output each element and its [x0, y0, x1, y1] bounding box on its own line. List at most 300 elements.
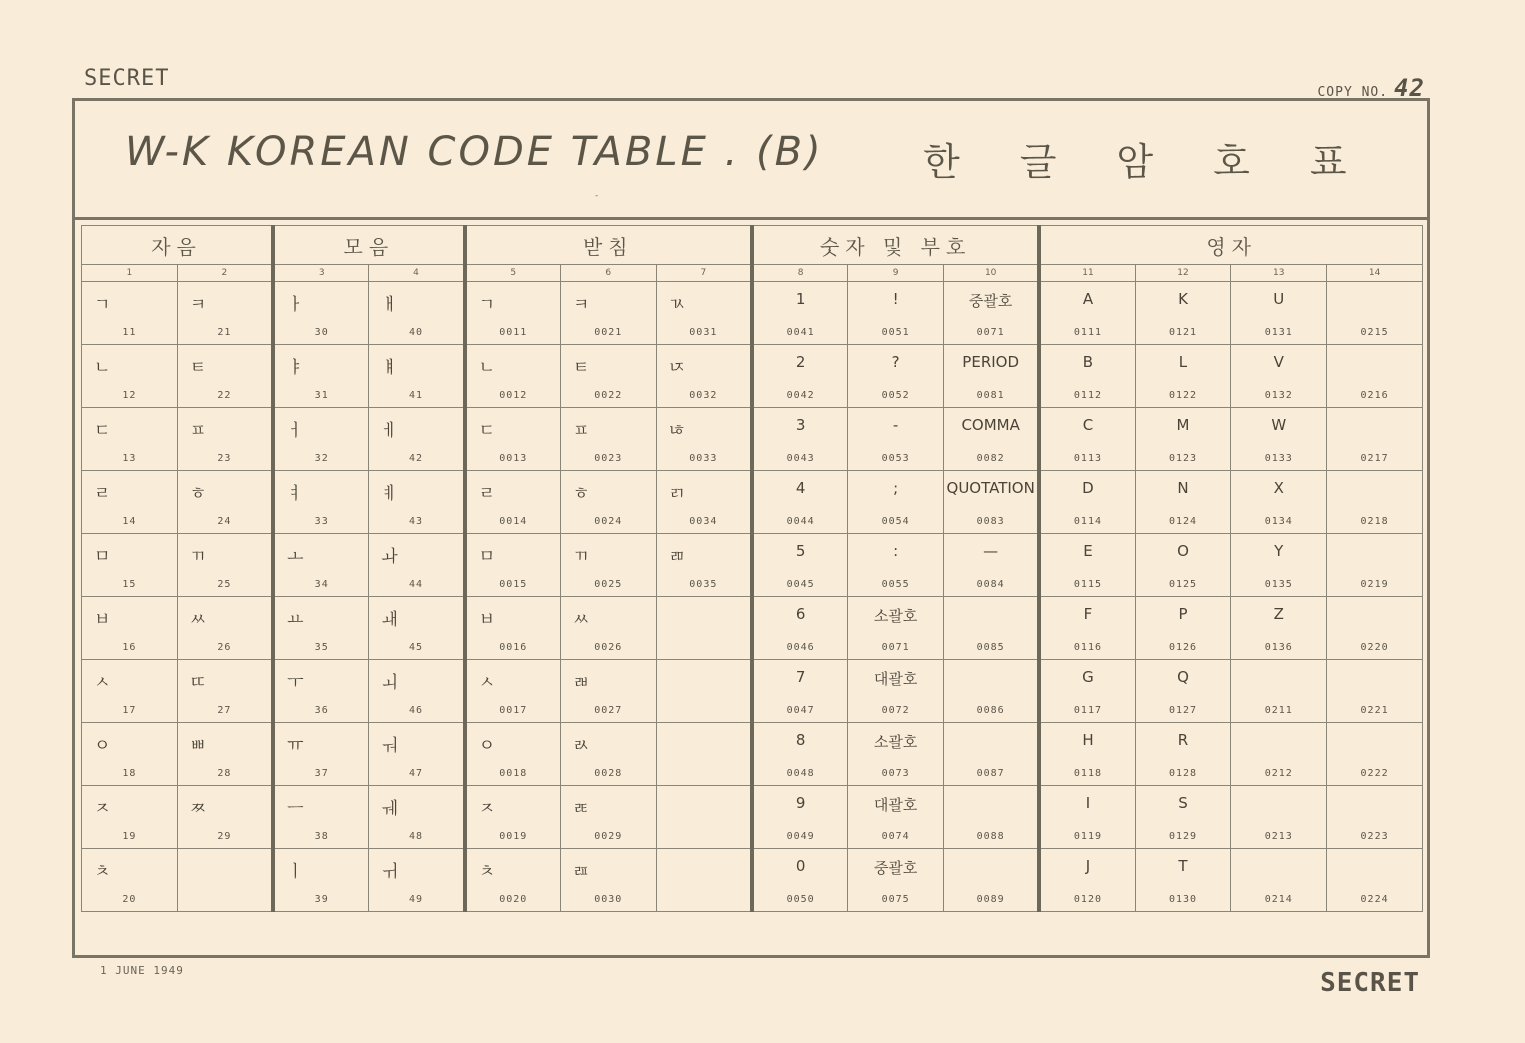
- code-cell: [752, 345, 848, 408]
- cell-symbol: QUOTATION: [946, 479, 1035, 497]
- cell-code: 14: [122, 516, 137, 527]
- cell-code: 0132: [1264, 390, 1293, 401]
- cell-symbol: ㅇ: [478, 736, 496, 756]
- code-cell: [944, 534, 1040, 597]
- cell-code: 22: [217, 390, 232, 401]
- code-cell: [82, 660, 178, 723]
- code-cell: [1135, 534, 1231, 597]
- code-cell: [656, 786, 752, 849]
- code-cell: [560, 534, 656, 597]
- cell-symbol: B: [1082, 353, 1094, 371]
- cell-symbol: ㅃ: [189, 736, 207, 756]
- code-cell: [1231, 282, 1327, 345]
- cell-symbol: ㄴ: [478, 358, 496, 378]
- cell-code: 31: [314, 390, 329, 401]
- cell-symbol: ㅈ: [478, 799, 496, 819]
- cell-symbol: P: [1178, 605, 1188, 623]
- cell-code: 28: [217, 768, 232, 779]
- cell-code: 0075: [881, 894, 910, 905]
- cell-code: 25: [217, 579, 232, 590]
- cell-symbol: N: [1177, 479, 1189, 497]
- cell-symbol: G: [1082, 668, 1094, 686]
- cell-code: 0113: [1073, 453, 1102, 464]
- cell-code: 20: [122, 894, 137, 905]
- code-table-sheet: [72, 98, 1430, 958]
- code-cell: [1135, 723, 1231, 786]
- cell-symbol: 소괄호: [873, 733, 918, 751]
- cell-symbol: Q: [1177, 668, 1189, 686]
- cell-code: 0081: [976, 390, 1005, 401]
- cell-symbol: ㅛ: [287, 610, 304, 630]
- code-cell: [752, 534, 848, 597]
- cell-symbol: J: [1085, 857, 1091, 875]
- cell-code: 0119: [1073, 831, 1102, 842]
- code-cell: [369, 597, 465, 660]
- code-table-body: [82, 282, 1423, 912]
- cell-code: 0028: [594, 768, 623, 779]
- cell-code: 0082: [976, 453, 1005, 464]
- code-cell: [82, 597, 178, 660]
- code-cell: [560, 786, 656, 849]
- code-cell: [944, 471, 1040, 534]
- cell-code: 0029: [594, 831, 623, 842]
- cell-code: 0034: [689, 516, 718, 527]
- cell-code: 0022: [594, 390, 623, 401]
- code-cell: [177, 471, 273, 534]
- code-cell: [273, 849, 369, 912]
- cell-symbol: 9: [795, 794, 806, 812]
- cell-symbol: ㄸ: [189, 673, 207, 693]
- code-cell: [465, 408, 561, 471]
- cell-symbol: ㅐ: [381, 295, 398, 315]
- code-cell: [1039, 408, 1135, 471]
- group-header: 숫자 및 부호: [752, 226, 1039, 265]
- cell-code: 0014: [499, 516, 528, 527]
- cell-symbol: M: [1176, 416, 1190, 434]
- column-number: 10: [944, 265, 1040, 282]
- cell-code: 23: [217, 453, 232, 464]
- code-cell: [465, 660, 561, 723]
- code-cell: [1327, 849, 1423, 912]
- cell-symbol: ㅋ: [189, 295, 207, 315]
- code-cell: [752, 597, 848, 660]
- code-cell: [848, 534, 944, 597]
- code-cell: [560, 723, 656, 786]
- cell-symbol: ㄼ: [572, 673, 590, 693]
- cell-symbol: 중괄호: [968, 292, 1013, 310]
- cell-code: 30: [314, 327, 329, 338]
- cell-code: 0053: [881, 453, 910, 464]
- cell-symbol: ㅁ: [478, 547, 496, 567]
- cell-symbol: I: [1085, 794, 1091, 812]
- code-cell: [273, 723, 369, 786]
- code-cell: [465, 282, 561, 345]
- code-cell: [369, 345, 465, 408]
- code-cell: [944, 597, 1040, 660]
- cell-symbol: ?: [891, 353, 900, 371]
- code-cell: [752, 408, 848, 471]
- cell-symbol: :: [893, 542, 899, 560]
- column-number: 14: [1327, 265, 1423, 282]
- code-cell: [1327, 345, 1423, 408]
- cell-symbol: ㄹ: [94, 484, 111, 504]
- code-cell: [82, 786, 178, 849]
- code-cell: [177, 282, 273, 345]
- code-cell: [944, 408, 1040, 471]
- code-cell: [1135, 408, 1231, 471]
- cell-code: 19: [122, 831, 137, 842]
- code-cell: [752, 849, 848, 912]
- cell-code: 11: [122, 327, 137, 338]
- cell-code: 0123: [1168, 453, 1198, 464]
- cell-symbol: 대괄호: [873, 796, 918, 814]
- code-cell: [944, 282, 1040, 345]
- code-cell: [177, 849, 273, 912]
- cell-symbol: ㅡ: [287, 799, 304, 819]
- cell-symbol: ㄿ: [572, 862, 590, 882]
- code-cell: [1231, 660, 1327, 723]
- cell-code: 0134: [1264, 516, 1293, 527]
- code-cell: [1327, 597, 1423, 660]
- cell-symbol: 소괄호: [873, 607, 918, 625]
- code-cell: [560, 345, 656, 408]
- table-row: [82, 471, 1423, 534]
- cell-code: 0224: [1360, 894, 1389, 905]
- cell-symbol: ㅖ: [381, 484, 398, 504]
- table-row: [82, 345, 1423, 408]
- code-cell: [656, 597, 752, 660]
- cell-code: 0088: [976, 831, 1005, 842]
- code-cell: [1231, 786, 1327, 849]
- cell-symbol: —: [983, 542, 999, 560]
- code-cell: [273, 282, 369, 345]
- code-cell: [1039, 849, 1135, 912]
- cell-symbol: ㄷ: [478, 421, 496, 441]
- cell-code: 0024: [594, 516, 623, 527]
- cell-symbol: ㅕ: [287, 484, 304, 504]
- cell-symbol: ㄵ: [668, 358, 686, 378]
- code-cell: [177, 534, 273, 597]
- cell-code: 17: [122, 705, 137, 716]
- group-header: 영자: [1039, 226, 1422, 265]
- cell-code: 0042: [786, 390, 815, 401]
- cell-symbol: 중괄호: [873, 859, 918, 877]
- code-cell: [752, 471, 848, 534]
- cell-code: 0115: [1073, 579, 1102, 590]
- cell-symbol: ㅍ: [572, 421, 590, 441]
- code-cell: [560, 849, 656, 912]
- group-header: 자음: [82, 226, 274, 265]
- cell-symbol: K: [1178, 290, 1188, 308]
- code-cell: [1039, 660, 1135, 723]
- cell-code: 0074: [881, 831, 910, 842]
- cell-code: 0086: [976, 705, 1005, 716]
- code-cell: [656, 471, 752, 534]
- cell-symbol: ㅌ: [572, 358, 590, 378]
- column-number: 11: [1039, 265, 1135, 282]
- code-cell: [369, 282, 465, 345]
- code-cell: [848, 786, 944, 849]
- cell-code: 0223: [1360, 831, 1389, 842]
- cell-code: 0111: [1073, 327, 1102, 338]
- code-cell: [177, 786, 273, 849]
- cell-symbol: ㅇ: [94, 736, 111, 756]
- cell-symbol: 2: [795, 353, 806, 371]
- code-cell: [656, 723, 752, 786]
- code-cell: [1231, 849, 1327, 912]
- cell-symbol: 6: [795, 605, 806, 623]
- cell-symbol: 7: [795, 668, 806, 686]
- cell-code: 44: [408, 579, 423, 590]
- cell-symbol: ㅈ: [94, 799, 111, 819]
- cell-symbol: ㅎ: [572, 484, 590, 504]
- cell-code: 0121: [1168, 327, 1198, 338]
- cell-code: 39: [314, 894, 329, 905]
- code-cell: [1135, 345, 1231, 408]
- cell-code: 0030: [594, 894, 623, 905]
- title-korean: 한글암호표: [923, 140, 1407, 184]
- column-number: 12: [1135, 265, 1231, 282]
- cell-symbol: ㅠ: [287, 736, 304, 756]
- cell-code: 0031: [689, 327, 718, 338]
- cell-symbol: 4: [795, 479, 806, 497]
- cell-code: 0025: [594, 579, 623, 590]
- code-cell: [1135, 282, 1231, 345]
- code-cell: [656, 345, 752, 408]
- code-cell: [465, 345, 561, 408]
- code-cell: [273, 786, 369, 849]
- code-cell: [1135, 786, 1231, 849]
- code-cell: [752, 660, 848, 723]
- cell-code: 0112: [1073, 390, 1102, 401]
- cell-code: 0084: [976, 579, 1005, 590]
- cell-symbol: COMMA: [961, 416, 1020, 434]
- cell-symbol: ㄶ: [668, 421, 686, 441]
- cell-code: 0051: [881, 327, 910, 338]
- cell-code: 0114: [1073, 516, 1102, 527]
- cell-symbol: W: [1271, 416, 1287, 434]
- cell-symbol: 1: [795, 290, 806, 308]
- code-cell: [1327, 786, 1423, 849]
- code-cell: [465, 534, 561, 597]
- cell-symbol: ㅒ: [381, 358, 398, 378]
- bottom-classification-marking: SECRET: [1320, 968, 1420, 998]
- cell-symbol: -: [892, 416, 899, 434]
- cell-symbol: T: [1178, 857, 1188, 875]
- column-number: 4: [369, 265, 465, 282]
- code-cell: [1039, 597, 1135, 660]
- code-cell: [465, 597, 561, 660]
- code-cell: [82, 723, 178, 786]
- code-cell: [944, 786, 1040, 849]
- cell-symbol: ㅟ: [381, 862, 398, 882]
- code-cell: [177, 597, 273, 660]
- table-row: [82, 723, 1423, 786]
- cell-code: 21: [217, 327, 232, 338]
- cell-code: 37: [314, 768, 329, 779]
- code-cell: [1327, 471, 1423, 534]
- code-cell: [82, 345, 178, 408]
- cell-symbol: ㅙ: [381, 610, 398, 630]
- code-cell: [944, 660, 1040, 723]
- cell-symbol: ㅅ: [94, 673, 111, 693]
- cell-code: 0052: [881, 390, 910, 401]
- code-cell: [82, 534, 178, 597]
- cell-code: 0049: [786, 831, 815, 842]
- cell-code: 0220: [1360, 642, 1389, 653]
- cell-code: 0213: [1264, 831, 1293, 842]
- cell-code: 43: [408, 516, 423, 527]
- cell-code: 0211: [1264, 705, 1293, 716]
- code-cell: [560, 471, 656, 534]
- column-number: 8: [752, 265, 848, 282]
- code-cell: [848, 345, 944, 408]
- cell-symbol: ㅁ: [94, 547, 111, 567]
- code-cell: [1231, 723, 1327, 786]
- cell-code: 0032: [689, 390, 718, 401]
- cell-symbol: ㄾ: [572, 799, 590, 819]
- cell-symbol: ㅚ: [381, 673, 398, 693]
- cell-code: 46: [408, 705, 423, 716]
- cell-code: 0043: [786, 453, 815, 464]
- group-header: 받침: [465, 226, 752, 265]
- code-cell: [1327, 282, 1423, 345]
- column-number: 13: [1231, 265, 1327, 282]
- code-cell: [848, 849, 944, 912]
- code-cell: [465, 723, 561, 786]
- cell-code: 0050: [786, 894, 815, 905]
- code-cell: [1039, 345, 1135, 408]
- cell-symbol: S: [1178, 794, 1188, 812]
- cell-code: 0135: [1264, 579, 1293, 590]
- code-cell: [369, 408, 465, 471]
- code-cell: [273, 597, 369, 660]
- cell-code: 49: [408, 894, 423, 905]
- code-cell: [82, 282, 178, 345]
- cell-code: 0126: [1168, 642, 1198, 653]
- table-row: [82, 660, 1423, 723]
- cell-code: 0083: [976, 516, 1005, 527]
- cell-code: 27: [217, 705, 232, 716]
- column-number: 5: [465, 265, 561, 282]
- cell-symbol: ㄲ: [189, 547, 207, 567]
- cell-symbol: ㅏ: [287, 295, 304, 315]
- cell-code: 38: [314, 831, 329, 842]
- cell-code: 0130: [1168, 894, 1198, 905]
- cell-symbol: F: [1083, 605, 1093, 623]
- table-row: [82, 408, 1423, 471]
- top-classification-marking: SECRET: [84, 66, 170, 91]
- code-cell: [177, 408, 273, 471]
- cell-code: 0017: [499, 705, 528, 716]
- cell-symbol: E: [1083, 542, 1093, 560]
- cell-code: 0118: [1073, 768, 1102, 779]
- code-cell: [1327, 660, 1423, 723]
- code-cell: [1039, 786, 1135, 849]
- code-cell: [273, 408, 369, 471]
- code-cell: [273, 660, 369, 723]
- code-cell: [1327, 534, 1423, 597]
- cell-code: 0133: [1264, 453, 1293, 464]
- code-cell: [273, 471, 369, 534]
- cell-code: 0127: [1168, 705, 1198, 716]
- cell-code: 35: [314, 642, 329, 653]
- code-cell: [369, 471, 465, 534]
- code-cell: [1231, 408, 1327, 471]
- cell-symbol: L: [1178, 353, 1188, 371]
- cell-code: 0073: [881, 768, 910, 779]
- cell-symbol: Z: [1273, 605, 1284, 623]
- cell-symbol: !: [892, 290, 899, 308]
- column-number: 9: [848, 265, 944, 282]
- cell-code: 0214: [1264, 894, 1293, 905]
- cell-symbol: ㅂ: [478, 610, 496, 630]
- cell-code: 48: [408, 831, 423, 842]
- code-cell: [1327, 723, 1423, 786]
- cell-symbol: ㅔ: [381, 421, 398, 441]
- cell-symbol: ㅘ: [381, 547, 398, 567]
- cell-symbol: ㅂ: [94, 610, 111, 630]
- code-cell: [560, 660, 656, 723]
- code-cell: [752, 282, 848, 345]
- code-cell: [1039, 534, 1135, 597]
- cell-symbol: A: [1082, 290, 1094, 308]
- cell-code: 0054: [881, 516, 910, 527]
- column-number: 3: [273, 265, 369, 282]
- cell-code: 41: [408, 390, 423, 401]
- cell-symbol: 8: [795, 731, 806, 749]
- cell-symbol: ㄺ: [668, 484, 686, 504]
- cell-code: 0124: [1168, 516, 1198, 527]
- code-table: [81, 225, 1423, 912]
- cell-code: 0019: [499, 831, 528, 842]
- cell-code: 0072: [881, 705, 910, 716]
- code-cell: [369, 534, 465, 597]
- cell-symbol: ㅍ: [189, 421, 207, 441]
- cell-code: 0015: [499, 579, 528, 590]
- cell-code: 0026: [594, 642, 623, 653]
- code-cell: [273, 534, 369, 597]
- cell-code: 0216: [1360, 390, 1389, 401]
- table-row: [82, 534, 1423, 597]
- cell-symbol: ㄻ: [668, 547, 686, 567]
- code-cell: [369, 660, 465, 723]
- cell-symbol: ㄽ: [572, 736, 590, 756]
- code-cell: [848, 597, 944, 660]
- copy-number-label: COPY NO.: [1317, 85, 1389, 100]
- cell-code: 0016: [499, 642, 528, 653]
- code-cell: [465, 786, 561, 849]
- cell-code: 0217: [1360, 453, 1389, 464]
- cell-code: 0041: [786, 327, 815, 338]
- cell-code: 0120: [1073, 894, 1102, 905]
- cell-code: 0055: [881, 579, 910, 590]
- cell-code: 0023: [594, 453, 623, 464]
- cell-symbol: ㅊ: [94, 862, 111, 882]
- code-cell: [944, 723, 1040, 786]
- code-cell: [1135, 471, 1231, 534]
- cell-code: 0221: [1360, 705, 1389, 716]
- cell-code: 13: [122, 453, 137, 464]
- code-cell: [656, 282, 752, 345]
- code-cell: [848, 723, 944, 786]
- code-cell: [560, 408, 656, 471]
- code-cell: [1135, 597, 1231, 660]
- cell-code: 0021: [594, 327, 623, 338]
- cell-symbol: 5: [795, 542, 806, 560]
- cell-code: 0219: [1360, 579, 1389, 590]
- cell-symbol: ㄴ: [94, 358, 111, 378]
